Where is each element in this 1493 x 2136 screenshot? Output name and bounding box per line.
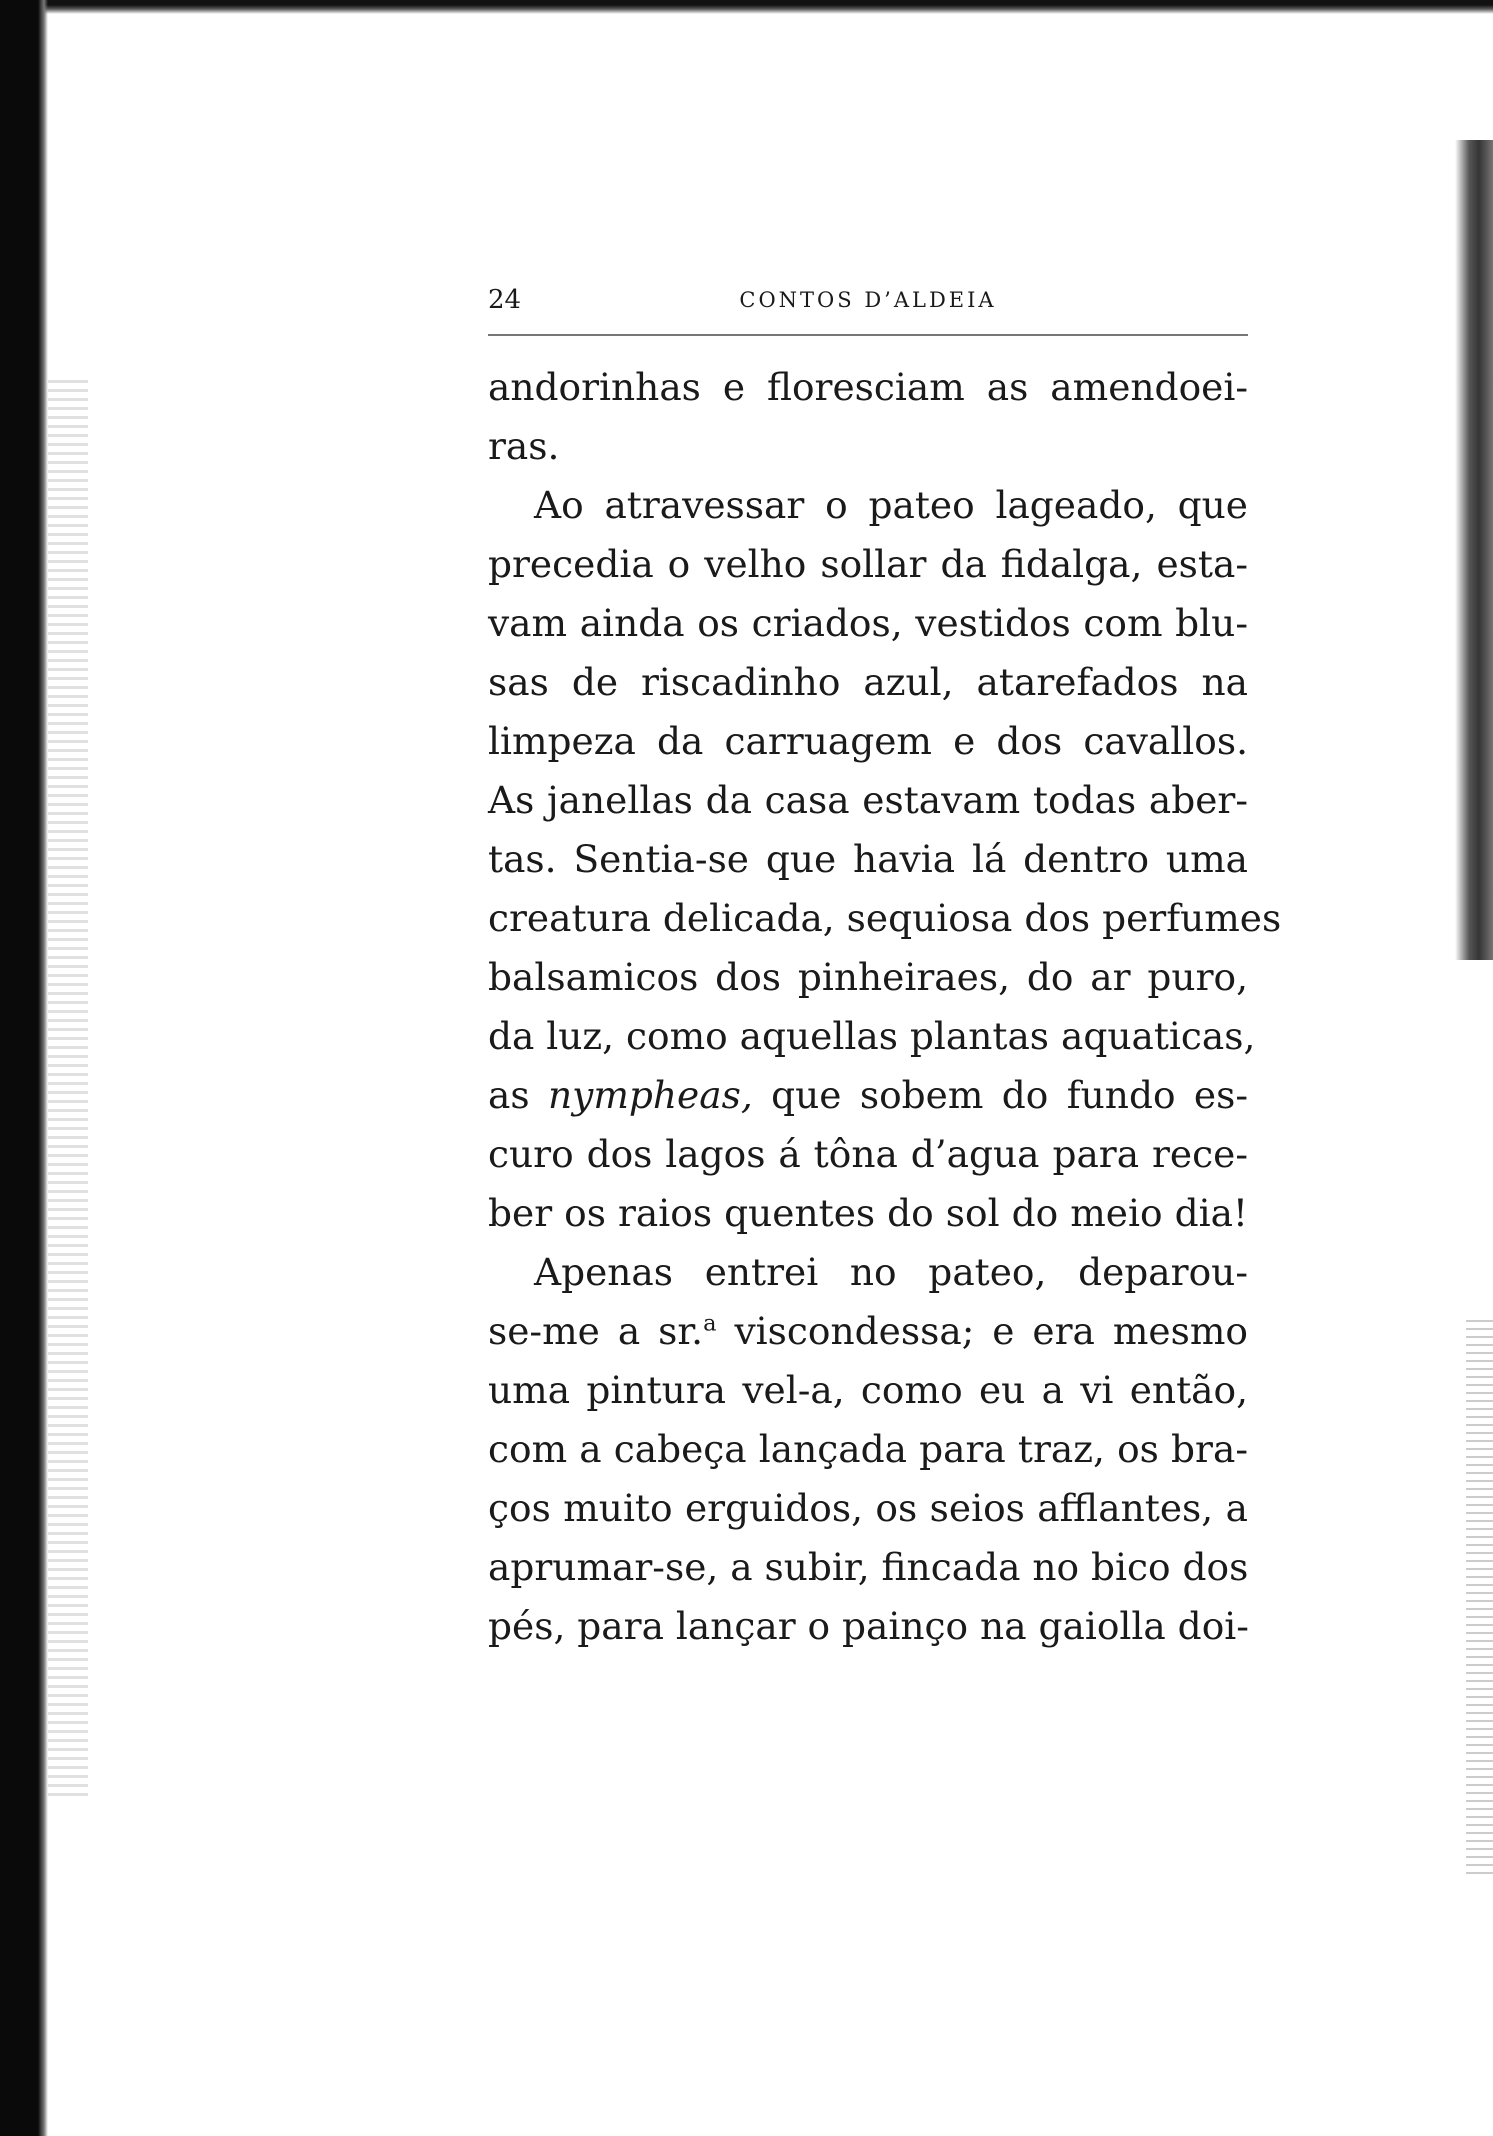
scan-edge-top: [0, 0, 1493, 14]
book-page: [488, 280, 1282, 1656]
text-line-with-italic: [488, 1066, 1248, 1125]
text-line: com a cabeça lançada para traz, os bra-: [488, 1427, 1248, 1471]
text-line: sas de riscadinho azul, atarefados na: [488, 660, 1248, 704]
text-line: curo dos lagos á tôna d’agua para rece-: [488, 1132, 1248, 1176]
text-line: tas. Sentia-se que havia lá dentro uma: [488, 837, 1248, 881]
scan-edge-right: [1455, 140, 1493, 960]
text-line: da luz, como aquellas plantas aquaticas,: [488, 1014, 1256, 1058]
text-line: pés, para lançar o painço na gaiolla doi-: [488, 1604, 1249, 1648]
text-line: ber os raios quentes do sol do meio dia!: [488, 1191, 1248, 1235]
body-text: [488, 358, 1282, 1656]
text-line: creatura delicada, sequiosa dos perfumes: [488, 896, 1282, 940]
text-line: precedia o velho sollar da fidalga, esta-: [488, 542, 1248, 586]
text-fragment: viscondessa; e era mesmo: [716, 1309, 1248, 1353]
text-line: ras.: [488, 424, 560, 468]
text-line: vam ainda os criados, vestidos com blu-: [488, 601, 1248, 645]
text-line: As janellas da casa estavam todas aber-: [488, 778, 1248, 822]
superscript: a: [703, 1310, 717, 1337]
text-line: uma pintura vel-a, como eu a vi então,: [488, 1368, 1248, 1412]
text-line: andorinhas e floresciam as amendoei-: [488, 365, 1248, 409]
scan-noise-left: [48, 380, 88, 1800]
text-line: balsamicos dos pinheiraes, do ar puro,: [488, 955, 1248, 999]
text-line-with-superscript: [488, 1302, 1248, 1361]
paragraph-start-line: Apenas entrei no pateo, deparou-: [534, 1250, 1248, 1294]
scan-noise-right: [1466, 1320, 1493, 1880]
text-fragment: as: [488, 1073, 548, 1117]
text-line: aprumar-se, a subir, fincada no bico dos: [488, 1545, 1249, 1589]
text-line: limpeza da carruagem e dos cavallos.: [488, 719, 1248, 763]
running-title: CONTOS D’ALDEIA: [739, 288, 997, 312]
text-line: ços muito erguidos, os seios afflantes, a: [488, 1486, 1248, 1530]
text-fragment: que sobem do fundo es-: [752, 1073, 1249, 1117]
page-number: 24: [488, 285, 522, 315]
header-rule: [488, 334, 1248, 336]
running-head: [488, 280, 1248, 320]
italic-word: nympheas,: [547, 1073, 753, 1117]
paragraph-start-line: Ao atravessar o pateo lageado, que: [534, 483, 1248, 527]
scan-edge-left: [0, 0, 48, 2136]
text-fragment: se-me a sr.: [488, 1309, 704, 1353]
